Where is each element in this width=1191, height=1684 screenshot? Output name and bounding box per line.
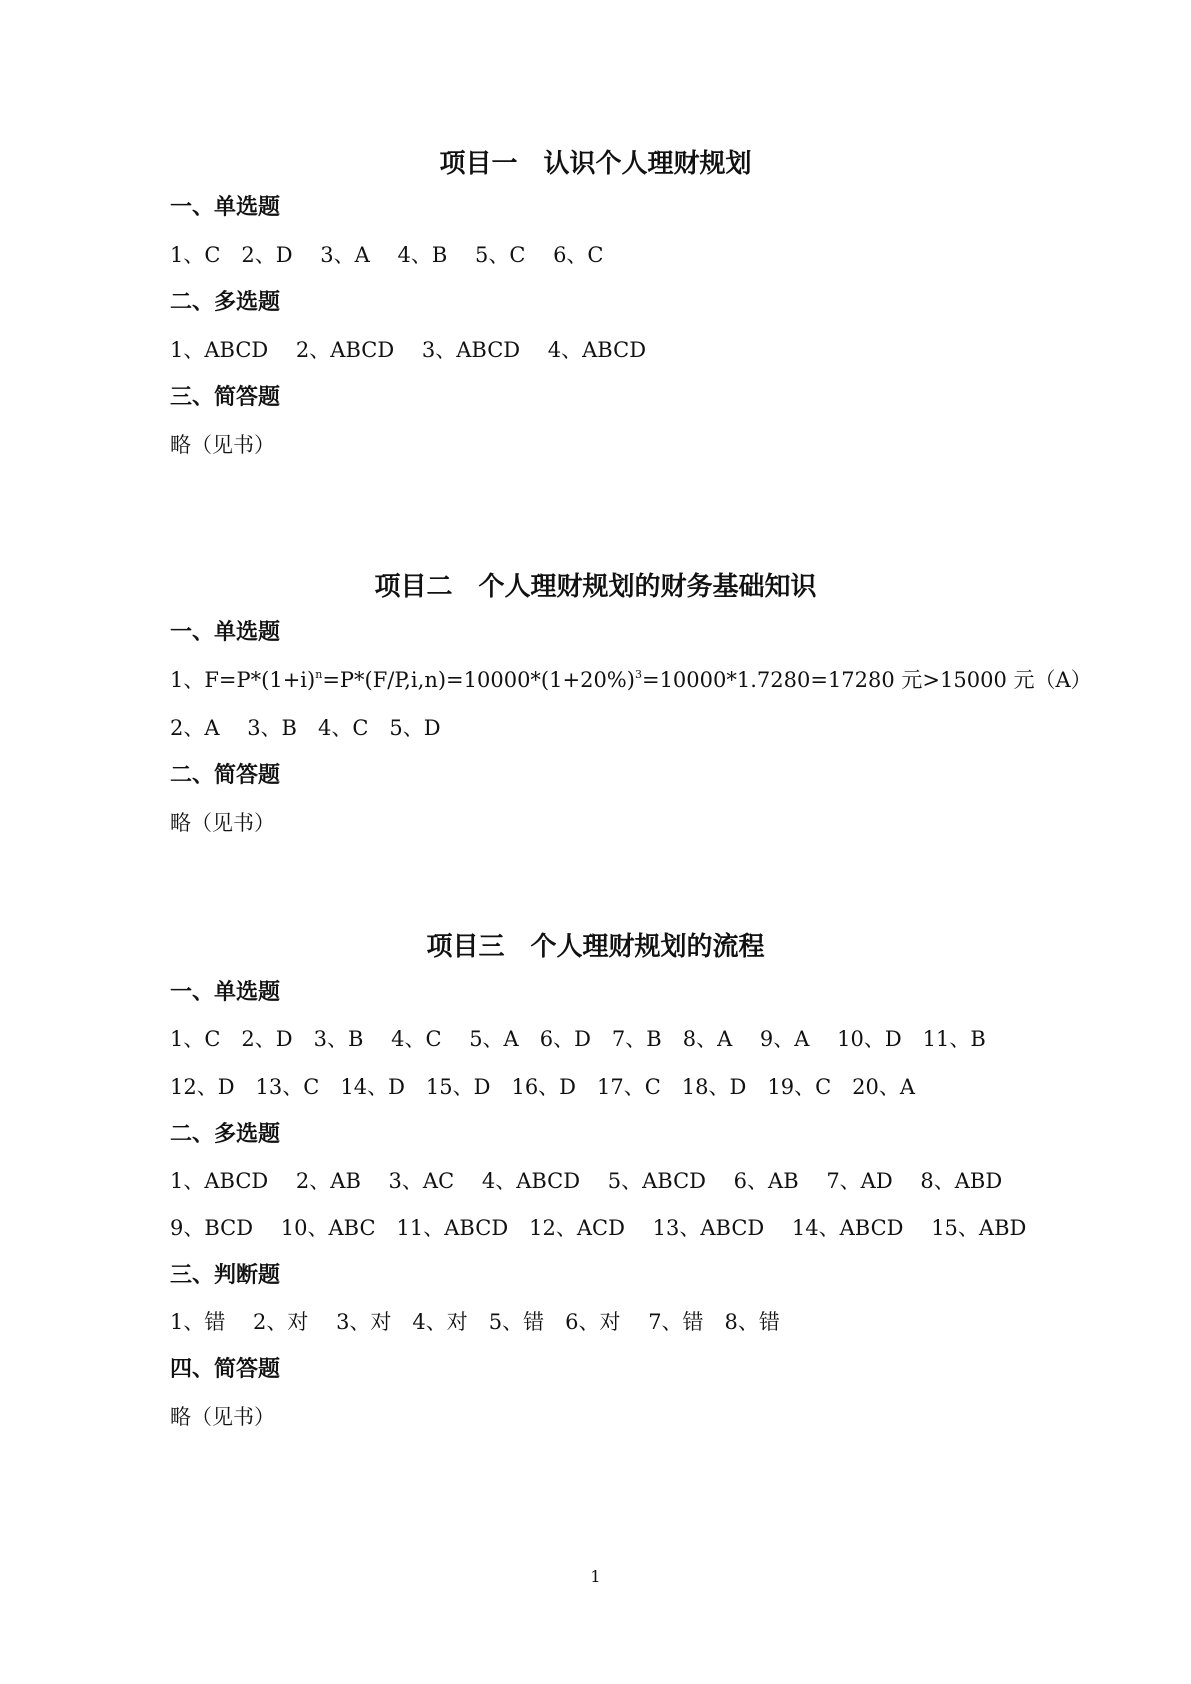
answer-line: 1、ABCD 2、ABCD 3、ABCD 4、ABCD <box>170 338 647 362</box>
section-heading-multi-choice: 二、多选题 <box>170 1122 281 1147</box>
answer-line: 略（见书） <box>170 811 275 835</box>
answer-line: 9、BCD 10、ABC 11、ABCD 12、ACD 13、ABCD 14、ABCD 15、ABD <box>170 1216 1027 1240</box>
section-heading-short-answer: 二、简答题 <box>170 763 281 788</box>
formula-exponent: n <box>315 668 323 681</box>
page-number: 1 <box>590 1567 601 1586</box>
answer-line: 1、C 2、D 3、A 4、B 5、C 6、C <box>170 243 604 267</box>
section-heading-true-false: 三、判断题 <box>170 1263 281 1288</box>
formula-line <box>170 665 1092 695</box>
answer-line: 略（见书） <box>170 1405 275 1429</box>
answer-line: 1、ABCD 2、AB 3、AC 4、ABCD 5、ABCD 6、AB 7、AD 8、ABD <box>170 1169 1003 1193</box>
section-heading-single-choice: 一、单选题 <box>170 980 281 1005</box>
section-heading-single-choice: 一、单选题 <box>170 620 281 645</box>
answer-line: 1、C 2、D 3、B 4、C 5、A 6、D 7、B 8、A 9、A 10、D 11、B <box>170 1027 986 1051</box>
formula-part: =10000*1.7280=17280 元>15000 元（A） <box>641 668 1092 692</box>
section-heading-short-answer: 四、简答题 <box>170 1357 281 1382</box>
formula-part: 1、F=P*(1+i) <box>170 668 316 692</box>
formula-exponent: 3 <box>634 668 642 681</box>
project-title-1: 项目一 认识个人理财规划 <box>439 149 752 179</box>
section-heading-single-choice: 一、单选题 <box>170 195 281 220</box>
formula-part: =P*(F/P,i,n)=10000*(1+20%) <box>322 668 635 692</box>
section-heading-multi-choice: 二、多选题 <box>170 290 281 315</box>
section-heading-short-answer: 三、简答题 <box>170 385 281 410</box>
answer-line: 略（见书） <box>170 433 275 457</box>
answer-line: 2、A 3、B 4、C 5、D <box>170 716 441 740</box>
project-title-3: 项目三 个人理财规划的流程 <box>426 932 765 962</box>
answer-line: 1、错 2、对 3、对 4、对 5、错 6、对 7、错 8、错 <box>170 1310 780 1334</box>
answer-line: 12、D 13、C 14、D 15、D 16、D 17、C 18、D 19、C 20、A <box>170 1075 916 1099</box>
project-title-2: 项目二 个人理财规划的财务基础知识 <box>374 572 817 602</box>
